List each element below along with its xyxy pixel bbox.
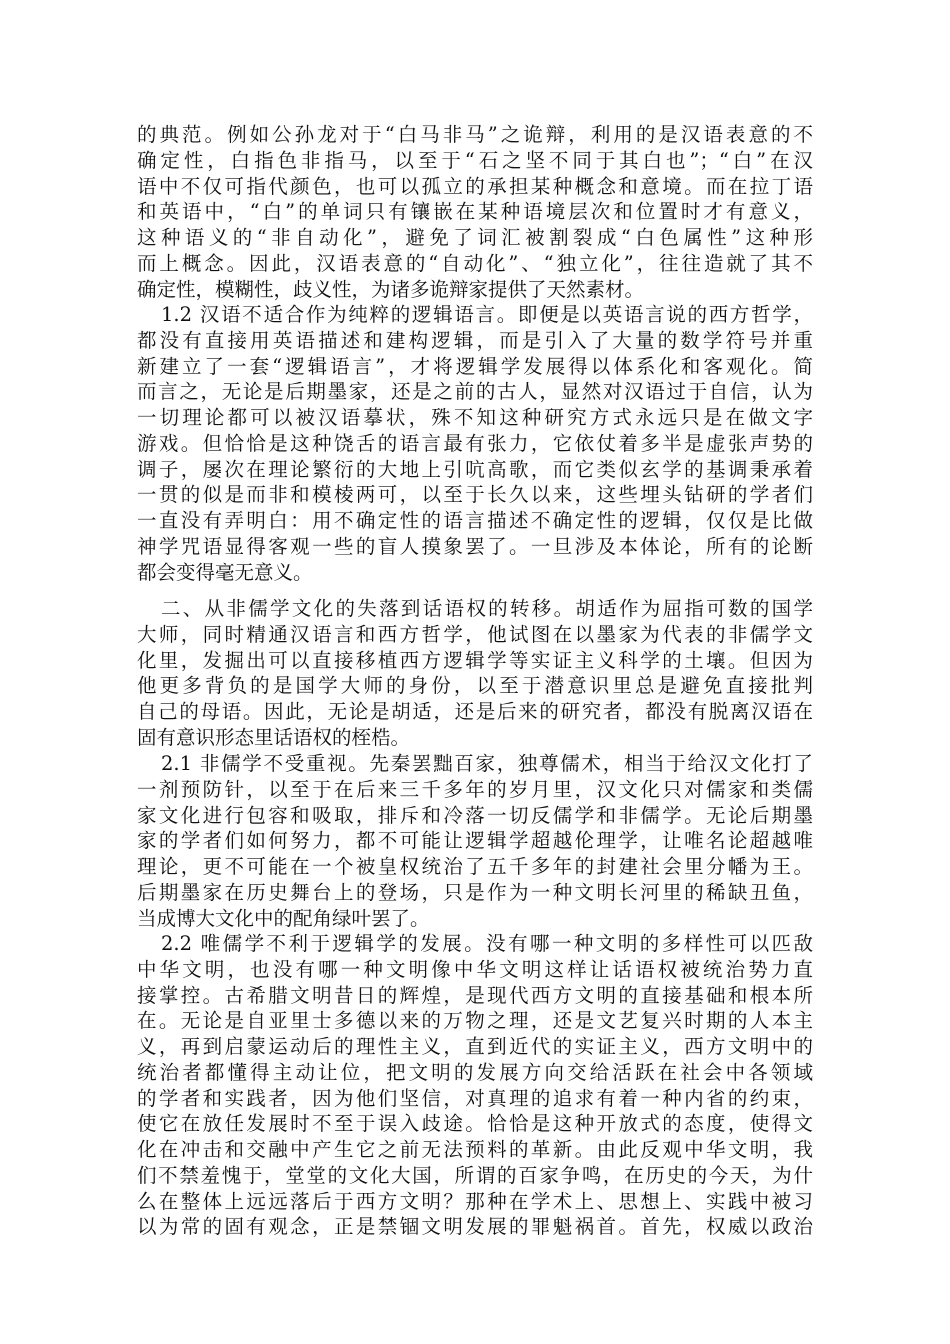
text-line: 家的学者们如何努力，都不可能让逻辑学超越伦理学，让唯名论超越唯: [137, 829, 813, 853]
text-line: 理论，更不可能在一个被皇权统治了五千多年的封建社会里分幡为王。: [137, 855, 813, 878]
text-line: 语中不仅可指代颜色，也可以孤立的承担某种概念和意境。而在拉丁语: [137, 174, 813, 198]
text-line: 的学者和实践者，因为他们坚信，对真理的追求有着一种内省的约束，: [137, 1086, 813, 1110]
text-line: 家文化进行包容和吸取，排斥和冷落一切反儒学和非儒学。无论后期墨: [137, 803, 813, 827]
text-line: 们不禁羞愧于，堂堂的文化大国，所谓的百家争鸣，在历史的今天，为什: [137, 1163, 813, 1187]
text-line: 游戏。但恰恰是这种饶舌的语言最有张力，它依仗着多半是虚张声势的: [137, 431, 813, 455]
text-line: 后期墨家在历史舞台上的登场，只是作为一种文明长河里的稀缺丑鱼，: [137, 880, 813, 904]
text-line: 以为常的固有观念，正是禁锢文明发展的罪魁祸首。首先，权威以政治: [137, 1215, 813, 1239]
text-line: 二、从非儒学文化的失落到话语权的转移。胡适作为屈指可数的国学: [161, 597, 813, 620]
text-line: 和英语中，“白”的单词只有镶嵌在某种语境层次和位置时才有意义，: [137, 200, 813, 224]
text-line: 一切理论都可以被汉语摹状，殊不知这种研究方式永远只是在做文字: [137, 406, 813, 429]
paragraph-5: [137, 931, 813, 1240]
text-line: 都会变得毫无意义。: [137, 560, 313, 584]
paragraph-3: [137, 596, 813, 751]
text-line: 中华文明，也没有哪一种文明像中华文明这样让话语权被统治势力直: [137, 957, 813, 981]
text-line: 这种语义的“非自动化”，避免了词汇被割裂成“白色属性”这种形: [137, 226, 813, 249]
text-line: 他更多背负的是国学大师的身份，以至于潜意识里总是避免直接批判: [137, 674, 813, 698]
text-line: 1.2 汉语不适合作为纯粹的逻辑语言。即便是以英语言说的西方哲学，: [161, 303, 813, 326]
text-line: 在。无论是自亚里士多德以来的万物之理，还是文艺复兴时期的人本主: [137, 1009, 813, 1033]
text-line: 接掌控。古希腊文明昔日的辉煌，是现代西方文明的直接基础和根本所: [137, 983, 813, 1007]
paragraph-1: [137, 122, 813, 302]
text-line: 自己的母语。因此，无论是胡适，还是后来的研究者，都没有脱离汉语在: [137, 700, 813, 723]
text-line: 都没有直接用英语描述和建构逻辑，而是引入了大量的数学符号并重: [137, 328, 813, 352]
text-line: 使它在放任发展时不至于误入歧途。恰恰是这种开放式的态度，使得文: [137, 1112, 813, 1136]
text-line: 化里，发掘出可以直接移植西方逻辑学等实证主义科学的土壤。但因为: [137, 648, 813, 672]
text-line: 确定性，模糊性，歧义性，为诸多诡辩家提供了天然素材。: [137, 277, 645, 301]
text-line: 义，再到启蒙运动后的理性主义，直到近代的实证主义，西方文明中的: [137, 1035, 813, 1058]
text-line: 一直没有弄明白：用不确定性的语言描述不确定性的逻辑，仅仅是比做: [137, 509, 813, 532]
text-line: 而上概念。因此，汉语表意的“自动化”、“独立化”，往往造就了其不: [137, 251, 813, 275]
text-line: 固有意识形态里话语权的桎梏。: [137, 725, 411, 749]
text-line: 当成博大文化中的配角绿叶罢了。: [137, 906, 430, 930]
text-line: 确定性，白指色非指马，以至于“石之坚不同于其白也”；“白”在汉: [137, 148, 813, 172]
text-line: 统治者都懂得主动让位，把文明的发展方向交给活跃在社会中各领域: [137, 1060, 813, 1084]
text-line: 么在整体上远远落后于西方文明？那种在学术上、思想上、实践中被习: [137, 1189, 813, 1213]
text-line: 新建立了一套“逻辑语言”，才将逻辑学发展得以体系化和客观化。简: [137, 354, 813, 378]
text-line: 化在冲击和交融中产生它之前无法预料的革新。由此反观中华文明，我: [137, 1138, 813, 1161]
text-line: 神学咒语显得客观一些的盲人摸象罢了。一旦涉及本体论，所有的论断: [137, 534, 813, 558]
text-line: 2.2 唯儒学不利于逻辑学的发展。没有哪一种文明的多样性可以匹敌: [161, 932, 813, 955]
text-line: 的典范。例如公孙龙对于“白马非马”之诡辩，利用的是汉语表意的不: [137, 123, 813, 146]
text-line: 一贯的似是而非和模棱两可，以至于长久以来，这些埋头钻研的学者们: [137, 483, 813, 507]
paragraph-2: [137, 302, 813, 585]
text-line: 2.1 非儒学不受重视。先秦罢黜百家，独尊儒术，相当于给汉文化打了: [161, 752, 813, 775]
paragraph-4: [137, 751, 813, 931]
text-line: 而言之，无论是后期墨家，还是之前的古人，显然对汉语过于自信，认为: [137, 380, 813, 404]
text-line: 一剂预防针，以至于在后来三千多年的岁月里，汉文化只对儒家和类儒: [137, 777, 813, 801]
text-line: 大师，同时精通汉语言和西方哲学，他试图在以墨家为代表的非儒学文: [137, 622, 813, 646]
text-line: 调子，屡次在理论繁衍的大地上引吭高歌，而它类似玄学的基调秉承着: [137, 457, 813, 481]
